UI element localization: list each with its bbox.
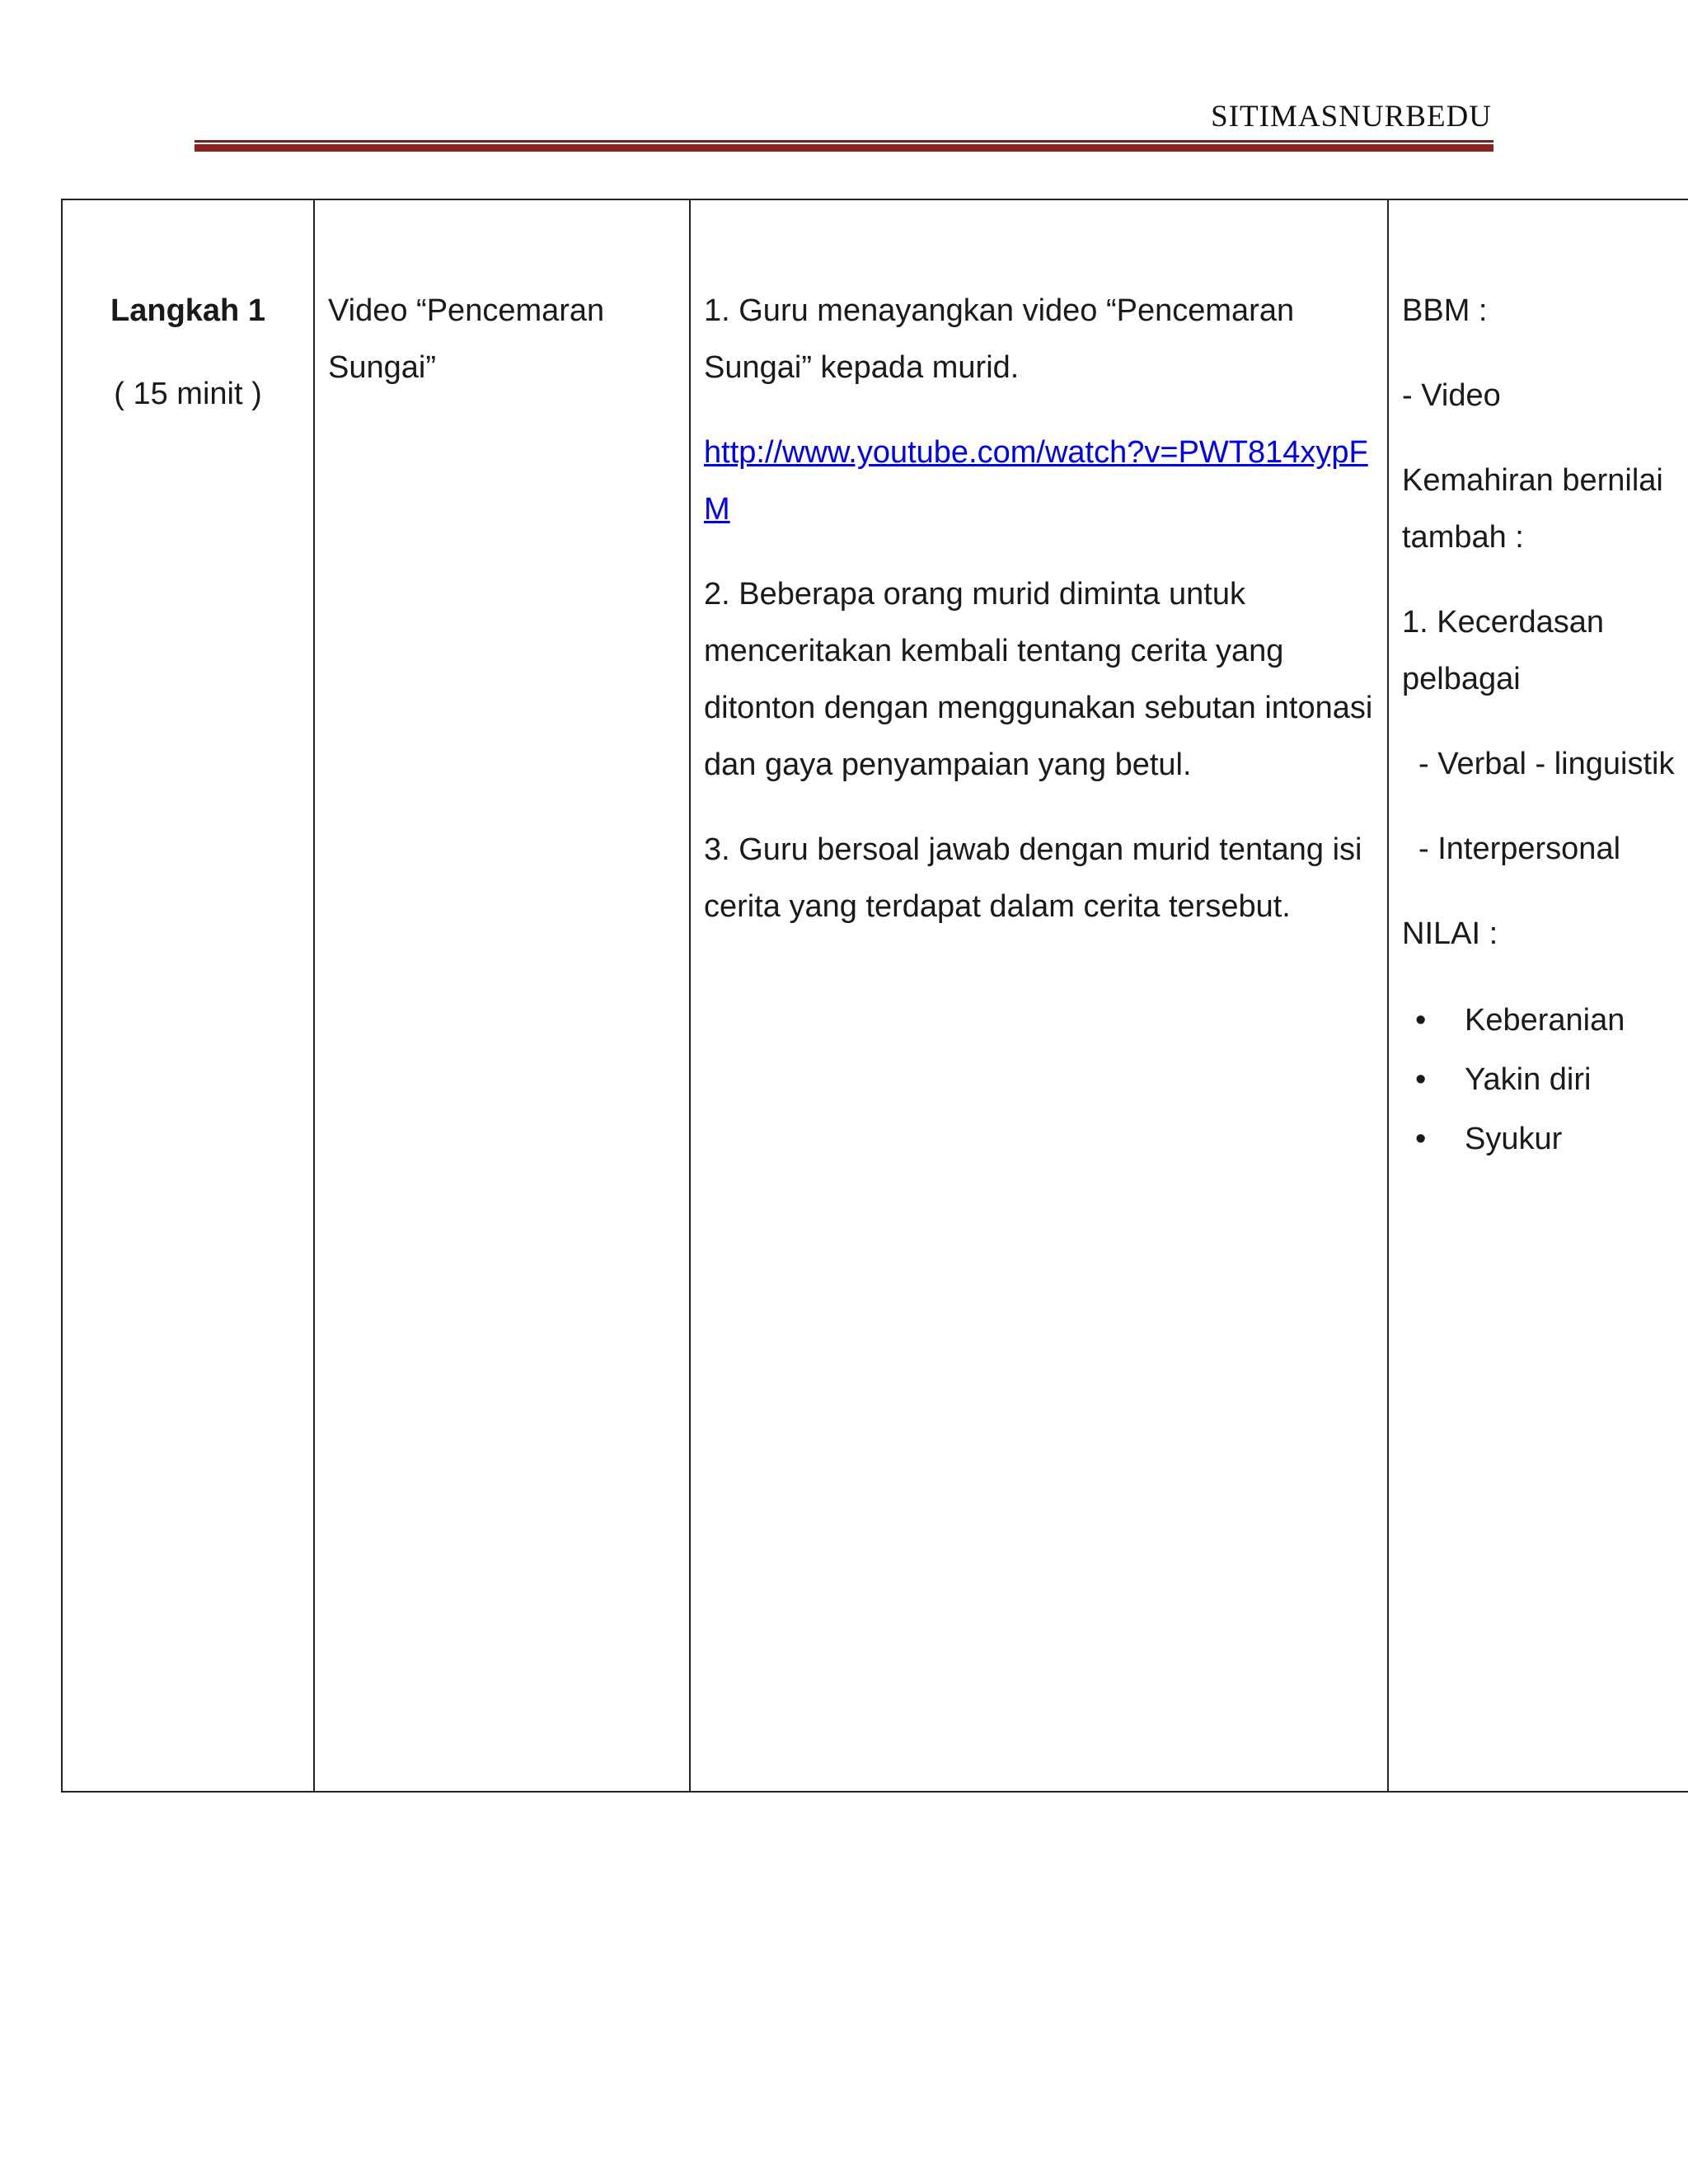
resource-cell bbox=[314, 199, 690, 1792]
lesson-plan-table bbox=[61, 199, 1688, 1793]
bullet-dot-icon: • bbox=[1415, 1003, 1427, 1038]
bbm-item: - Video bbox=[1402, 378, 1501, 413]
nilai-label: NILAI : bbox=[1402, 916, 1498, 951]
list-item: • Yakin diri bbox=[1402, 1050, 1688, 1109]
activity-2: 2. Beberapa orang murid diminta untuk menceritakan kembali tentang cerita yang ditonton dengan menggunakan sebutan intonasi dan gaya penyampaian yang betul. bbox=[704, 577, 1373, 782]
kbt-label: Kemahiran bernilai tambah : bbox=[1402, 463, 1663, 555]
kbt-item: 1. Kecerdasan pelbagai bbox=[1402, 605, 1605, 696]
table-row bbox=[62, 199, 1688, 1792]
step-cell bbox=[62, 199, 314, 1792]
header-rule-thick bbox=[195, 144, 1493, 152]
bullet-dot-icon: • bbox=[1415, 1062, 1427, 1097]
list-item: • Keberanian bbox=[1402, 991, 1688, 1050]
activities-cell bbox=[690, 199, 1388, 1792]
notes-cell bbox=[1388, 199, 1688, 1792]
activity-3: 3. Guru bersoal jawab dengan murid tentang isi cerita yang terdapat dalam cerita tersebut. bbox=[704, 832, 1362, 924]
bullet-dot-icon: • bbox=[1415, 1122, 1427, 1156]
list-item: • Syukur bbox=[1402, 1109, 1688, 1169]
kbt-sub-verbal: - Verbal - linguistik bbox=[1418, 747, 1675, 781]
resource-text: Video “Pencemaran Sungai” bbox=[328, 293, 605, 385]
bbm-label: BBM : bbox=[1402, 293, 1488, 328]
step-duration: ( 15 minit ) bbox=[114, 377, 262, 411]
header-rule-thin bbox=[195, 140, 1493, 143]
page-header-text: SITIMASNURBEDU bbox=[1211, 100, 1492, 134]
activity-1: 1. Guru menayangkan video “Pencemaran Sungai” kepada murid. bbox=[704, 293, 1295, 385]
video-link[interactable]: http://www.youtube.com/watch?v=PWT814xypFM bbox=[704, 435, 1368, 527]
step-title: Langkah 1 bbox=[110, 293, 265, 328]
kbt-sub-interpersonal: - Interpersonal bbox=[1418, 832, 1621, 866]
nilai-list bbox=[1402, 991, 1688, 1169]
